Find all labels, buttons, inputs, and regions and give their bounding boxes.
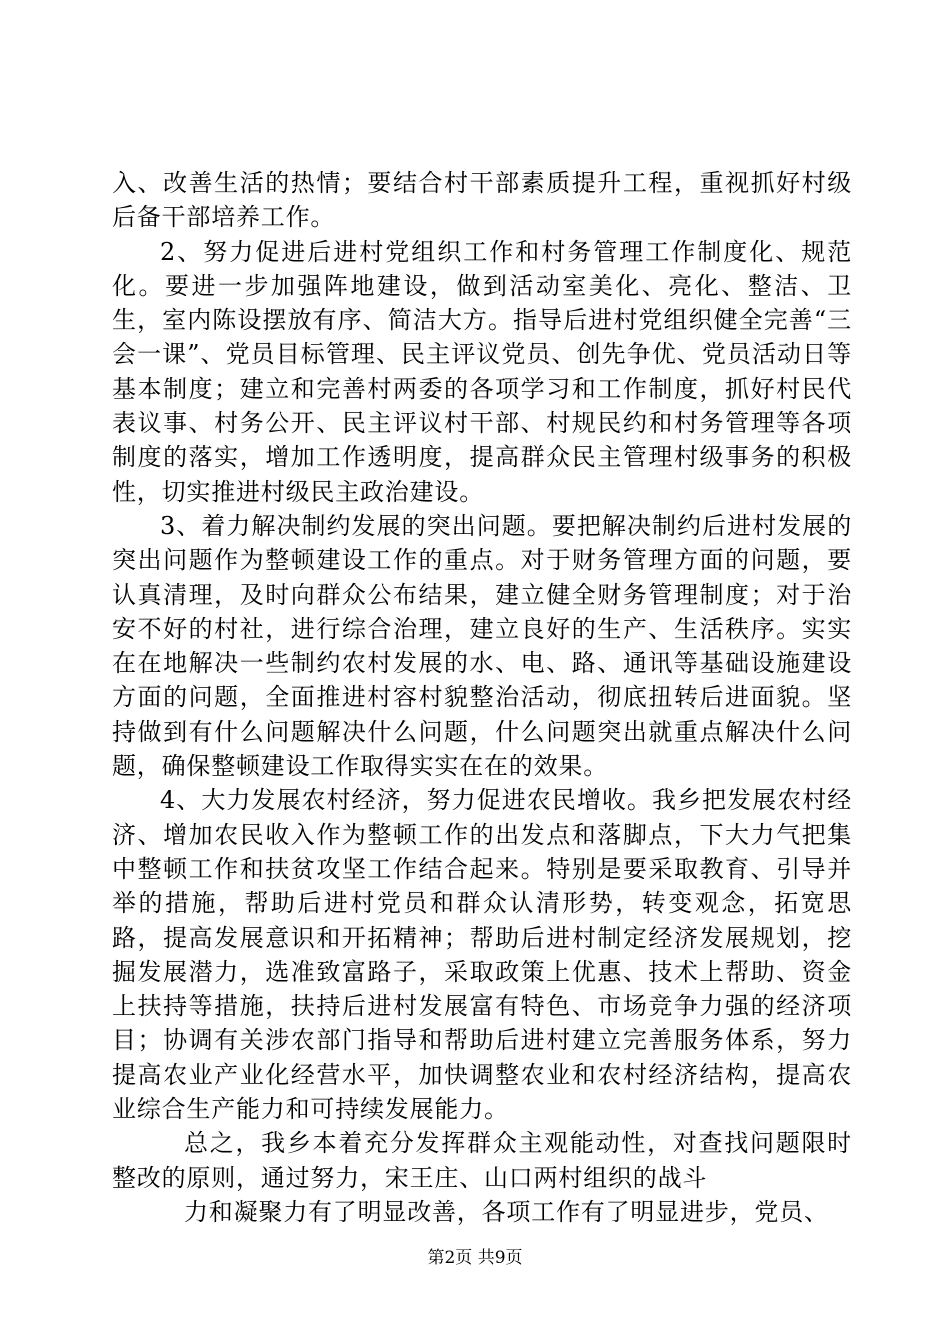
paragraph-continuation: 入、改善生活的热情；要结合村干部素质提升工程，重视抓好村级后备干部培养工作。: [112, 169, 852, 232]
paragraph-summary-continued: 力和凝聚力有了明显改善，各项工作有了明显进步，党员、: [184, 1197, 829, 1226]
paragraph-item-2: 2、努力促进后进村党组织工作和村务管理工作制度化、规范化。要进一步加强阵地建设，做到活动室美化、亮化、整洁、卫生，室内陈设摆放有序、简洁大方。指导后进村党组织健全完善“三会一课”、党员目标管理、民主评议党员、创先争优、党员活动日等基本制度；建立和完善村两委的各项学习和工作制度，抓好村民代表议事、村务公开、民主评议村干部、村规民约和村务管理等各项制度的落实，增加工作透明度，提高群众民主管理村级事务的积极性，切实推进村级民主政治建设。: [112, 237, 852, 506]
paragraph-item-4: 4、大力发展农村经济，努力促进农民增收。我乡把发展农村经济、增加农民收入作为整顿工作的出发点和落脚点，下大力气把集中整顿工作和扶贫攻坚工作结合起来。特别是要采取教育、引导并举的措施，帮助后进村党员和群众认清形势，转变观念，拓宽思路，提高发展意识和开拓精神；帮助后进村制定经济发展规划，挖掘发展潜力，选准致富路子，采取政策上优惠、技术上帮助、资金上扶持等措施，扶持后进村发展富有特色、市场竞争力强的经济项目；协调有关涉农部门指导和帮助后进村建立完善服务体系，努力提高农业产业化经营水平，加快调整农业和农村经济结构，提高农业综合生产能力和可持续发展能力。: [112, 786, 852, 1124]
page-number-footer: 第2页 共9页: [427, 1248, 523, 1268]
document-body: [112, 166, 852, 1229]
paragraph-item-3: 3、着力解决制约发展的突出问题。要把解决制约后进村发展的突出问题作为整顿建设工作的重点。对于财务管理方面的问题，要认真清理，及时向群众公布结果，建立健全财务管理制度；对于治安不好的村社，进行综合治理，建立良好的生产、生活秩序。实实在在地解决一些制约农村发展的水、电、路、通讯等基础设施建设方面的问题，全面推进村容村貌整治活动，彻底扭转后进面貌。坚持做到有什么问题解决什么问题，什么问题突出就重点解决什么问题，确保整顿建设工作取得实实在在的效果。: [112, 511, 852, 781]
paragraph-summary: 总之，我乡本着充分发挥群众主观能动性，对查找问题限时整改的原则，通过努力，宋王庄、山口两村组织的战斗: [112, 1129, 852, 1192]
